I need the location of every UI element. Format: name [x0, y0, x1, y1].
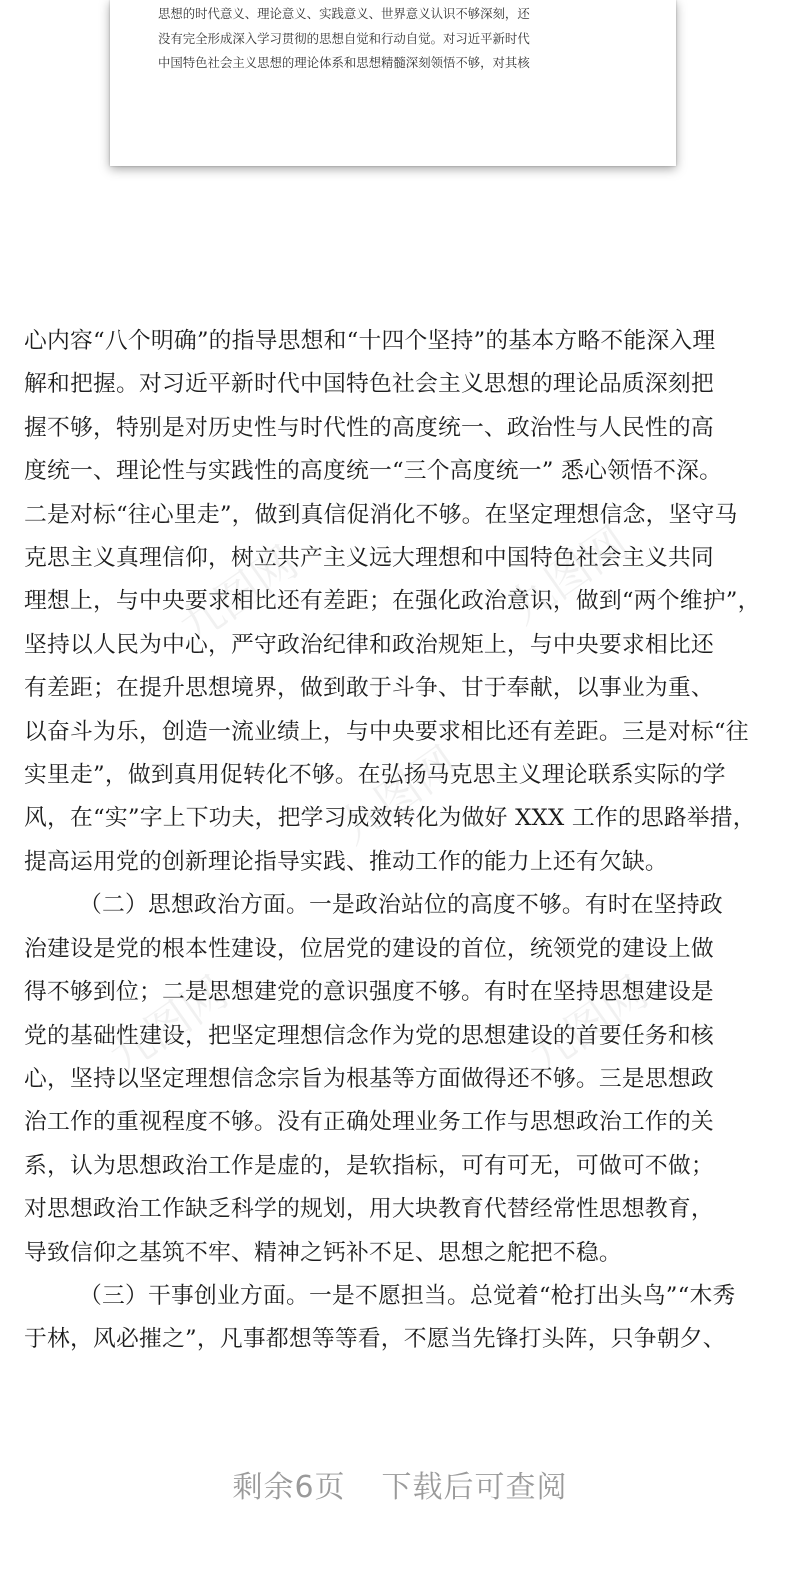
watermark: 九图网 [519, 966, 658, 1085]
preview-line: 思想的时代意义、理论意义、实践意义、世界意义认识不够深刻，还 [158, 6, 530, 21]
text-line: 党的基础性建设，把坚定理想信念作为党的思想建设的首要任务和核 [24, 1022, 714, 1049]
text-line: 实里走”，做到真用促转化不够。在弘扬马克思主义理论联系实际的学 [24, 762, 726, 789]
text-line: 治工作的重视程度不够。没有正确处理业务工作与思想政治工作的关 [24, 1109, 714, 1136]
watermark: 九图网 [99, 966, 238, 1085]
preview-line: 中国特色社会主义思想的理论体系和思想精髓深刻领悟不够，对其核 [158, 55, 530, 70]
preview-line: 没有完全形成深入学习贯彻的思想自觉和行动自觉。对习近平新时代 [158, 30, 530, 46]
text-line: 理想上，与中央要求相比还有差距；在强化政治意识，做到“两个维护”， [24, 588, 761, 615]
text-line: 于林，风必摧之”，凡事都想等等看，不愿当先锋打头阵，只争朝夕、 [24, 1326, 726, 1353]
text-line: 提高运用党的创新理论指导实践、推动工作的能力上还有欠缺。 [24, 848, 668, 875]
document-body [24, 320, 776, 1362]
preview-page-card [110, 0, 676, 166]
text-line: 得不够到位；二是思想建党的意识强度不够。有时在坚持思想建设是 [24, 979, 714, 1006]
text-line: 度统一、理论性与实践性的高度统一“三个高度统一” 悉心领悟不深。 [24, 458, 723, 485]
text-line: 治建设是党的根本性建设，位居党的建设的首位，统领党的建设上做 [24, 935, 714, 962]
text-line: 对思想政治工作缺乏科学的规划，用大块教育代替经常性思想教育， [24, 1196, 714, 1223]
download-to-view-label: 下载后可查阅 [381, 1470, 568, 1505]
watermark: 九图网 [169, 536, 308, 655]
text-line: 导致信仰之基筑不牢、精神之钙补不足、思想之舵把不稳。 [24, 1239, 622, 1266]
watermark: 九图网 [499, 516, 638, 635]
text-line: 克思主义真理信仰，树立共产主义远大理想和中国特色社会主义共同 [24, 545, 714, 572]
text-line: 系，认为思想政治工作是虚的，是软指标，可有可无，可做可不做； [24, 1152, 714, 1179]
text-line: 二是对标“往心里走”，做到真信促消化不够。在坚定理想信念，坚守马 [24, 501, 738, 528]
remaining-pages-label: 剩余6页 [232, 1470, 346, 1505]
text-line: 以奋斗为乐，创造一流业绩上，与中央要求相比还有差距。三是对标“往 [24, 718, 749, 745]
text-line: 有差距；在提升思想境界，做到敢于斗争、甘于奉献，以事业为重、 [24, 675, 714, 702]
text-line: （二）思想政治方面。一是政治站位的高度不够。有时在坚持政 [79, 892, 723, 919]
watermark: 九图网 [329, 736, 468, 855]
text-line: （三）干事创业方面。一是不愿担当。总觉着“枪打出头鸟”“木秀 [79, 1282, 736, 1309]
text-line: 心，坚持以坚定理想信念宗旨为根基等方面做得还不够。三是思想政 [24, 1065, 714, 1092]
text-line: 坚持以人民为中心，严守政治纪律和政治规矩上，与中央要求相比还 [24, 631, 714, 658]
text-line: 握不够，特别是对历史性与时代性的高度统一、政治性与人民性的高 [24, 414, 714, 441]
download-prompt[interactable] [0, 1462, 800, 1506]
text-line: 风，在“实”字上下功夫，把学习成效转化为做好 XXX 工作的思路举措， [24, 805, 756, 832]
text-line: 心内容“八个明确”的指导思想和“十四个坚持”的基本方略不能深入理 [24, 328, 716, 354]
text-line: 解和把握。对习近平新时代中国特色社会主义思想的理论品质深刻把 [24, 371, 714, 398]
